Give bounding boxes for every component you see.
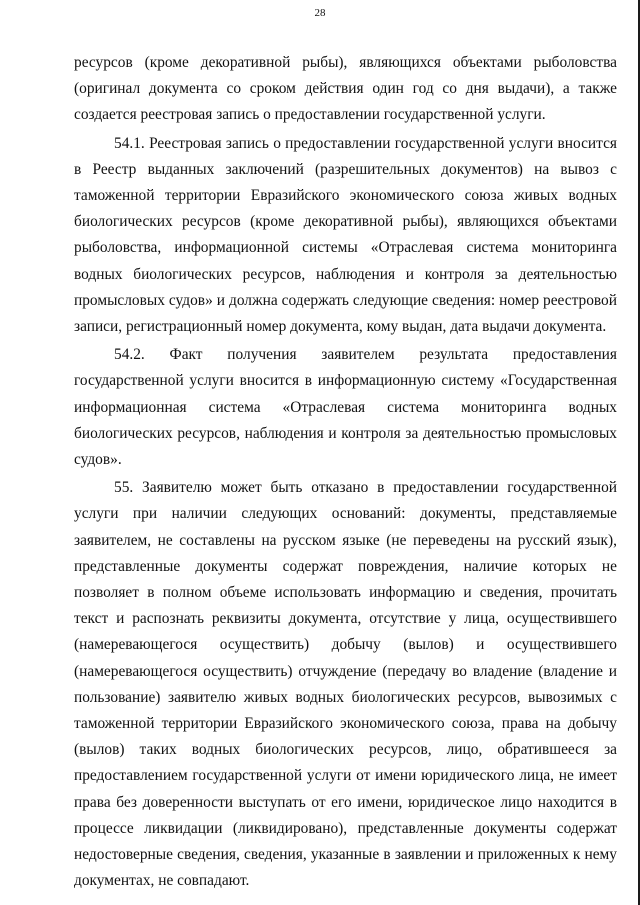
body-text — [74, 50, 617, 895]
paragraph-54-1: 54.1. Реестровая запись о предоставлении государственной услуги вносится в Реестр выданных заключений (разрешительных документов) на вывоз с таможенной территории Евразийского экономического союза живых водных биологических ресурсов (кроме декоративной рыбы), являющихся объектами рыболовства, информационной системы «Отраслевая система мониторинга водных биологических ресурсов, наблюдения и контроля за деятельностью промысловых судов» и должна содержать следующие сведения: номер реестровой записи, регистрационный номер документа, кому выдан, дата выдачи документа. — [74, 134, 617, 336]
paragraph-54-2: 54.2. Факт получения заявителем результата предоставления государственной услуги вносится в информационную систему «Государственная информационная система «Отраслевая система мониторинга водных биологических ресурсов, наблюдения и контроля за деятельностью промысловых судов». — [74, 346, 617, 469]
page-number: 28 — [314, 7, 326, 19]
paragraph-55: 55. Заявителю может быть отказано в предоставлении государственной услуги при наличии следующих оснований: документы, представляемые заявителем, не составлены на русском языке (не переведены на русский язык), представленные документы содержат повреждения, наличие которых не позволяет в полном объеме использовать информацию и сведения, прочитать текст и распознать реквизиты документа, отсутствие у лица, осуществившего (намеревающегося осуществить) добычу (вылов) и осуществившего (намеревающегося осуществить) отчуждение (передачу во владение (владение и пользование) заявителю живых водных биологических ресурсов, вывозимых с таможенной территории Евразийского экономического союза, права на добычу (вылов) таких водных биологических ресурсов, лицо, обратившееся за предоставлением государственной услуги от имени юридического лица, не имеет права без доверенности выступать от его имени, юридическое лицо находится в процессе ликвидации (ликвидировано), представленные документы содержат недостоверные сведения, сведения, указанные в заявлении и приложенных к нему документах, не совпадают. — [74, 479, 617, 890]
paragraph-continuation: ресурсов (кроме декоративной рыбы), являющихся объектами рыболовства (оригинал документа со сроком действия один год со дня выдачи), а также создается реестровая запись о предоставлении государственной услуги. — [74, 54, 617, 124]
